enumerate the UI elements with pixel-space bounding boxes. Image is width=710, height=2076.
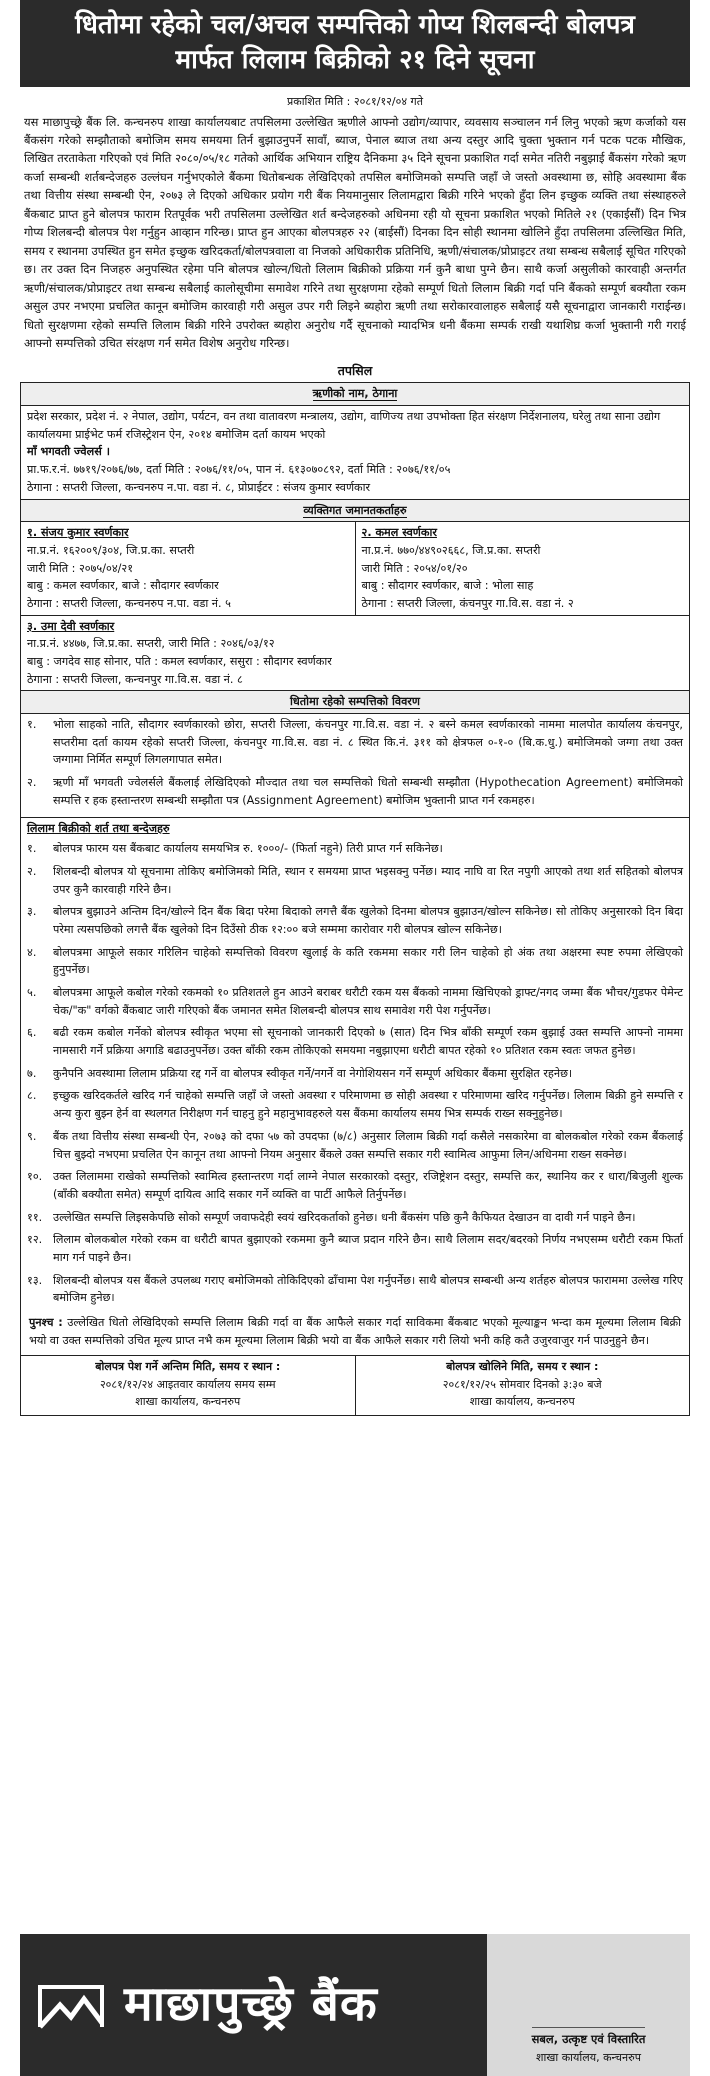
condition-item: १०. उक्त लिलाममा राखेको सम्पत्तिको स्वामित्व हस्तान्तरण गर्दा लाग्ने नेपाल सरकारको दस्तुर, रजिष्ट्रेशन दस्तुर, सम्पत्ति कर, स्थानिय कर र धारा/बिजुली शुल्क (बाँकी बक्यौता समेत) सम्पूर्ण दायित्व आदि सकार गर्ने व्यक्ति वा पार्टी आफैले तिर्नुपर्नेछ।	[27, 1170, 683, 1201]
bid-opening	[355, 1356, 690, 1414]
submission-deadline-date: २०८१/१२/२४ आइतवार कार्यालय समय सम्म	[99, 1377, 276, 1391]
guarantor-3-family: बाबु : जगदेव साह सोनार, पति : कमल स्वर्णकार, ससुरा : सौदागर स्वर्णकार	[27, 655, 332, 668]
submission-deadline	[21, 1356, 355, 1414]
borrower-heading: ऋणीको नाम, ठेगाना	[21, 383, 690, 406]
borrower-registration: प्रा.फ.र.नं. ७७१९/२०७६/७७, दर्ता मिति : २०७६/११/०५, पान नं. ६१३०७०८९२, दर्ता मिति : २०७६/११/०५	[27, 463, 451, 477]
guarantor-1-address: ठेगाना : सप्तरी जिल्ला, कन्चनरुप न.पा. वडा नं. ५	[27, 596, 231, 610]
conditions-heading: लिलाम बिक्रीको शर्त तथा बन्देजहरु	[27, 821, 170, 835]
borrower-address: ठेगाना : सप्तरी जिल्ला, कन्चनरुप न.पा. वडा नं. ८, प्रोप्राईटर : संजय कुमार स्वर्णकार	[27, 480, 371, 494]
submission-dates	[20, 1356, 690, 1415]
guarantor-2-family: बाबु : सौदागर स्वर्णकार, बाजे : भोला साह	[361, 579, 534, 593]
condition-item: ७. कुनैपनि अवस्थामा लिलाम प्रक्रिया रद्द गर्ने वा बोलपत्र स्वीकृत गर्ने/नगर्ने वा नेगोशियसन गर्ने सम्पूर्ण अधिकार बैंकमा सुरक्षित रहनेछ।	[27, 1066, 573, 1080]
guarantors-heading: व्यक्तिगत जमानतकर्ताहरु	[21, 499, 690, 522]
submission-deadline-place: शाखा कार्यालय, कन्चनरुप	[135, 1395, 241, 1409]
submission-deadline-title: बोलपत्र पेश गर्ने अन्तिम मिति, समय र स्थान :	[95, 1360, 281, 1374]
guarantor-1-issue-date: जारी मिति : २०७५/०४/२१	[27, 561, 134, 575]
condition-item: १३. शिलबन्दी बोलपत्र यस बैंकले उपलब्ध गराए बमोजिमको तोकिदिएको ढाँचामा पेश गर्नुपर्नेछ। साथै बोलपत्र सम्बन्धी अन्य शर्तहरु बोलपत्र फाराममा उल्लेख गरिए बमोजिम हुनेछ।	[27, 1273, 683, 1305]
notice-title-line-1: धितोमा रहेको चल/अचल सम्पत्तिको गोप्य शिलबन्दी बोलपत्र	[75, 10, 635, 40]
bid-opening-date: २०८१/१२/२५ सोमवार दिनको ३:३० बजे	[442, 1377, 602, 1391]
guarantor-3-address: ठेगाना : सप्तरी जिल्ला, कन्चनपुर गा.वि.स. वडा नं. ८	[27, 672, 243, 686]
bid-opening-title: बोलपत्र खोलिने मिति, समय र स्थान :	[446, 1360, 599, 1374]
notice-title-line-2: मार्फत लिलाम बिक्रीको २१ दिने सूचना	[175, 44, 535, 75]
guarantor-2-name: २. कमल स्वर्णकार	[361, 526, 437, 540]
condition-item: ५. बोलपत्रमा आफूले कबोल गरेको रकमको १० प्रतिशतले हुन आउने बराबर धरौटी रकम यस बैंकको नाममा खिचिएको ड्राफ्ट/नगद जम्मा बैंक भौचर/गुडफर पेमेन्ट चेक/"क" वर्गको बैंकबाट जारी गरिएको बैंक जमानत समेत शिलबन्दी बोलपत्र साथ समावेश गरी पेश गर्नुपर्नेछ।	[27, 986, 683, 1017]
guarantor-2-address: ठेगाना : सप्तरी जिल्ला, कंचनपुर गा.वि.स. वडा नं. २	[361, 596, 574, 610]
conditions-cell	[21, 817, 690, 1356]
guarantor-1	[21, 522, 356, 615]
guarantor-3-name: ३. उमा देवी स्वर्णकार	[27, 619, 115, 633]
property-heading: धितोमा रहेको सम्पत्तिको विवरण	[21, 691, 690, 714]
guarantor-2-citizenship: ना.प्र.नं. ७७०/४४९०२६६८, जि.प्र.का. सप्तरी	[361, 543, 541, 557]
borrower-info	[21, 406, 690, 499]
condition-item: १. बोलपत्र फारम यस बैंकबाट कार्यालय समयभित्र रु. १०००/- (फिर्ता नहुने) तिरी प्राप्त गर्न सकिनेछ।	[27, 842, 443, 856]
postscript-note: पुनश्च : उल्लेखित धितो लेखिदिएको सम्पत्ति लिलाम बिक्री गर्दा वा बैंक आफैले सकार गर्दा साविकमा बैंकबाट भएको मूल्याङ्कन भन्दा कम मूल्यमा लिलाम बिक्री भयो वा उक्त सम्पत्तिको उचित मूल्य प्राप्त नभै कम मूल्यमा लिलाम बिक्री भयो वा बैंक आफैले सकार गरी लियो भनी कहि कतै उजुरवाजुर गर्न पाउनुहुने छैन।	[29, 1316, 682, 1347]
conditions-list	[27, 840, 683, 1307]
condition-item: १२. लिलाम बोलकबोल गरेको रकम वा धरौटी बापत बुझाएको रकममा कुनै ब्याज प्रदान गरिने छैन। साथै लिलाम सदर/बदरको निर्णय नभएसम्म धरौटी रकम फिर्ता माग गर्न पाइने छैन।	[27, 1233, 683, 1264]
borrower-desc: प्रदेश सरकार, प्रदेश नं. २ नेपाल, उद्योग, पर्यटन, वन तथा वातावरण मन्त्रालय, उद्योग, वाणिज्य तथा उपभोक्ता हित संरक्षण निर्देशनालय, घरेलु तथा साना उद्योग कार्यालयमा प्राईभेट फर्म रजिस्ट्रेशन ऐन, २०१४ बमोजिम दर्ता कायम भएको	[27, 410, 661, 441]
guarantor-1-family: बाबु : कमल स्वर्णकार, बाजे : सौदागर स्वर्णकार	[27, 579, 219, 593]
condition-item: २. शिलबन्दी बोलपत्र यो सूचनामा तोकिए बमोजिमको मिति, स्थान र समयमा प्राप्त भइसक्नु पर्नेछ। म्याद नाघि वा रित नपुगी आएको तथा शर्त सहितको बोलपत्र उपर कुनै कारवाही गरिने छैन।	[27, 864, 683, 896]
notice-title-banner	[20, 0, 690, 87]
property-item: १. भोला साहको नाति, सौदागर स्वर्णकारको छोरा, सप्तरी जिल्ला, कंचनपुर गा.वि.स. वडा नं. २ बस्ने कमल स्वर्णकारको नाममा मालपोत कार्यालय कंचनपुर, सप्तरीमा दर्ता कायम रहेको सप्तरी जिल्ला, कंचनपुर गा.वि.स. वडा नं. ८ स्थित कि.नं. ३११ को क्षेत्रफल ०-१-० (बि.क.धु.) बमोजिमको जग्गा तथा उक्त जग्गामा निर्मित सम्पूर्ण लिगलगापात समेत।	[27, 718, 683, 767]
borrower-name: माँ भगवती ज्वेलर्स ।	[27, 445, 110, 459]
condition-item: ९. बैंक तथा वित्तीय संस्था सम्बन्धी ऐन, २०७३ को दफा ५७ को उपदफा (७/८) अनुसार लिलाम बिक्री गर्दा कसैले नसकारेमा वा बोलकबोल गरेको रकम बैंकलाई चित्त बुझ्दो नभएमा प्रचलित ऐन कानून तथा आफ्नो नियम अनुसार बैंकले उक्त सम्पत्ति सकार गरी स्वामित्व आफुमा लिन/अधिनमा राख्न सक्नेछ।	[27, 1129, 683, 1161]
condition-item: ११. उल्लेखित सम्पत्ति लिइसकेपछि सोको सम्पूर्ण जवाफदेही स्वयं खरिदकर्ताको हुनेछ। धनी बैंकसंग पछि कुनै कैफियत देखाउन वा दावी गर्न पाइने छैन।	[27, 1210, 636, 1224]
bank-footer	[20, 1934, 690, 2076]
branch-office: शाखा कार्यालय, कन्चनरुप	[536, 2050, 641, 2064]
property-list	[27, 716, 683, 809]
bank-tagline-block	[487, 1934, 690, 2076]
condition-item: ६. बढी रकम कबोल गर्नेको बोलपत्र स्वीकृत भएमा सो सूचनाको जानकारी दिएको ७ (सात) दिन भित्र बाँकी सम्पूर्ण रकम बुझाई उक्त सम्पत्ति आफ्नो नाममा नामसारी गर्ने प्रक्रिया अगाडि बढाउनुपर्नेछ। उक्त बाँकी रकम तोकिएको समयमा नबुझाएमा धरौटी बापत रहेको १० प्रतिशत रकम स्वतः जफत हुनेछ।	[27, 1026, 683, 1058]
bank-logo-block	[20, 1934, 487, 2076]
guarantor-3	[21, 615, 690, 691]
mountain-logo-icon	[36, 1977, 106, 2033]
intro-paragraph: यस माछापुच्छ्रे बैंक लि. कन्चनरुप शाखा कार्यालयबाट तपसिलमा उल्लेखित ऋणीले आफ्नो उद्योग/व्यापार, व्यवसाय सञ्चालन गर्न लिनु भएको ऋण कर्जाको यस बैंकसंग गरेको सम्झौताको बमोजिम समय समयमा तिर्न बुझाउनुपर्ने सावाँ, ब्याज, पेनाल ब्याज तथा अन्य दस्तुर आदि चुक्ता भुक्तान गर्न पटक पटक मौखिक, लिखित तरताकेता गरिएको एवं मिति २०८०/०५/१८ गतेको आर्थिक अभियान राष्ट्रिय दैनिकमा ३५ दिने सूचना प्रकाशित गर्दा समेत नतिरी नबुझाई बैंकसंग गरेको ऋण कर्जा सम्बन्धी शर्तबन्देजहरु उल्लंघन गर्नुभएकोले बैंकमा धितोबन्धक लेखिदिएको तपसिल बमोजिमको सम्पत्ति जहाँ जे जस्तो अवस्थामा छ, सोहि अवस्थामा बैंक तथा वित्तीय संस्था सम्बन्धी ऐन, २०७३ ले दिएको अधिकार प्रयोग गरी बैंक नियमानुसार लिलामद्वारा बिक्री गरिने भएको हुँदा लिन इच्छुक व्यक्ति तथा संस्थाहरुले बैंकबाट प्राप्त हुने बोलपत्र फाराम रितपूर्वक भरी तपसिलमा उल्लेखित शर्त बन्देजहरुको अधिनमा रही यो सूचना प्रकाशित भएको मितिले २१ (एकाईसौं) दिन भित्र गोप्य शिलबन्दी बोलपत्र पेश गर्नुहुन आव्हान गरिन्छ। प्राप्त हुन आएका बोलपत्रहरु २२ (बाईसौं) दिनका दिन सोही स्थानमा खोलिने हुँदा तपसिलमा उल्लिखित मिति, समय र स्थानमा उपस्थित हुन समेत इच्छुक खरिदकर्ता/बोलपत्रवाला वा निजको अधिकारीक प्रतिनिधि, ऋणी/संचालक/प्रोप्राइटर तथा सम्बन्ध सबैलाई सूचित गरिएको छ। तर उक्त दिन निजहरु अनुपस्थित रहेमा पनि बोलपत्र खोल्न/धितो लिलाम बिक्रीको प्रक्रिया गर्न कुनै बाधा पुग्ने छैन। साथै कर्जा असुलीको कारवाही अन्तर्गत ऋणी/संचालक/प्रोप्राइटर तथा सम्बन्ध सबैलाई कालोसूचीमा समावेश गरिने तथा सुरक्षणमा रहेको सम्पूर्ण धितो लिलाम बिक्री गर्दा पनि बैंकको सम्पूर्ण बक्यौता रकम असुल उपर नभएमा प्रचलित कानून बमोजिम कारवाही गरी असुल उपर गरी लिइने ब्यहोरा ऋणी तथा सरोकारवालाहरु सबैलाई यसै सूचनाद्वारा जानकारी गराईन्छ। धितो सुरक्षणमा रहेको सम्पत्ति लिलाम बिक्री गरिने उपरोक्त ब्यहोरा अनुरोध गर्दै सूचनाको म्यादभित्र धनी बैंकमा सम्पर्क राखी यथाशिघ्र कर्जा भुक्तानी गरी गराई आफ्नो सम्पत्तिको उचित संरक्षण गर्न समेत विशेष अनुरोध गरिन्छ।	[24, 114, 686, 351]
guarantor-2	[355, 522, 690, 615]
tapsil-title: तपसिल	[337, 362, 373, 378]
property-list-cell	[21, 714, 690, 817]
guarantor-3-citizenship: ना.प्र.नं. ४४७७, जि.प्र.का. सप्तरी, जारी मिति : २०४६/०३/१२	[27, 637, 275, 651]
condition-item: ८. इच्छुक खरिदकर्तले खरिद गर्न चाहेको सम्पत्ति जहाँ जे जस्तो अवस्था र परिमाणमा छ सोही अवस्था र परिमाणमा खरिद गर्नुपर्नेछ। लिलाम बिक्री हुने सम्पत्ति र अन्य कुरा बुझ्न हेर्न वा स्थलगत निरीक्षण गर्न चाहनु हुने महानुभावहरुले यस बैंकमा कार्यालय समय भित्र सम्पर्क राख्न सक्नुहुनेछ।	[27, 1089, 683, 1121]
guarantor-2-issue-date: जारी मिति : २०५४/०१/२०	[361, 561, 468, 575]
property-item: २. ऋणी माँ भगवती ज्वेलर्सले बैंकलाई लेखिदिएको मौज्दात तथा चल सम्पत्तिको धितो सम्बन्धी सम्झौता (Hypothecation Agreement) बमोजिमको सम्पत्ति र हक हस्तान्तरण सम्बन्धी सम्झौता पत्र (Assignment Agreement) बमोजिम भुक्तानी प्राप्त गर्न रकमहरु।	[27, 776, 683, 807]
condition-item: ३. बोलपत्र बुझाउने अन्तिम दिन/खोल्ने दिन बैंक बिदा परेमा बिदाको लगत्तै बैंक खुलेको दिनमा बोलपत्र बुझाउन/खोल्न सकिनेछ। सो तोकिए अनुसारको दिन बिदा परेमा त्यसपछिको लगत्तै बैंक खुलेको दिन दिउँसो ठीक १२:०० बजे सम्ममा कारोवार गरी बोलपत्र खोल्न सकिनेछ।	[27, 905, 683, 936]
condition-item: ४. बोलपत्रमा आफूले सकार गरिलिन चाहेको सम्पत्तिको विवरण खुलाई के कति रकममा सकार गरी लिन चाहेको हो अंक तथा अक्षरमा स्पष्ट रुपमा लेखिएको हुनुपर्नेछ।	[27, 945, 683, 977]
published-date: प्रकाशित मिति : २०८१/१२/०४ गते	[286, 95, 424, 109]
bid-opening-place: शाखा कार्यालय, कन्चनरुप	[469, 1395, 575, 1409]
guarantor-1-name: १. संजय कुमार स्वर्णकार	[27, 526, 129, 540]
bank-tagline: सबल, उत्कृष्ट एवं विस्तारित	[532, 2027, 646, 2048]
bank-name: माछापुच्छ्रे बैंक	[124, 1976, 378, 2033]
details-table	[20, 382, 690, 1356]
guarantor-1-citizenship: ना.प्र.नं. १६२००९/३०४, जि.प्र.का. सप्तरी	[27, 543, 195, 557]
